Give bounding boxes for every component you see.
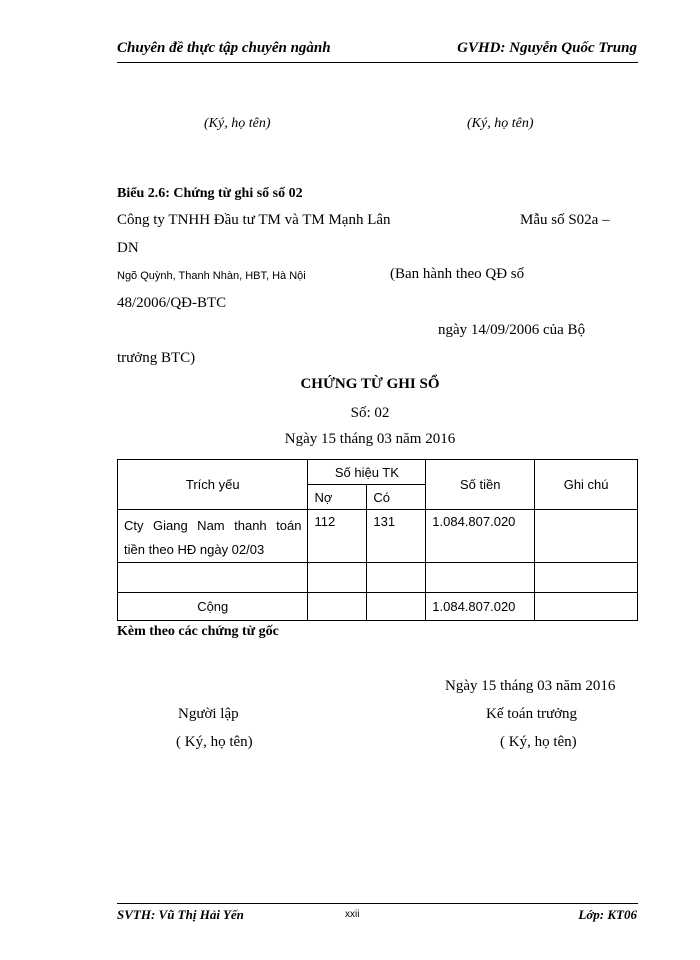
- sign-top-right: (Ký, họ tên): [467, 116, 534, 131]
- header-summary: Trích yếu: [118, 460, 308, 510]
- row-summary-line-1: Cty Giang Nam thanh toán: [124, 518, 302, 533]
- page-number: xxii: [345, 909, 360, 920]
- table-row-empty: [118, 563, 638, 593]
- voucher-title: CHỨNG TỪ GHI SỔ: [300, 376, 440, 392]
- footer-student: SVTH: Vũ Thị Hải Yến: [117, 907, 244, 922]
- table-row: [118, 510, 638, 563]
- header-credit: Có: [367, 485, 426, 510]
- decree-line-1: (Ban hành theo QĐ số: [390, 266, 525, 282]
- row-amount: 1.084.807.020: [426, 510, 535, 563]
- footer-class: Lớp: KT06: [578, 907, 637, 922]
- header-debit: Nợ: [308, 485, 367, 510]
- row-summary: [118, 510, 308, 563]
- chief-accountant-title: Kế toán trưởng: [486, 706, 578, 722]
- voucher-number: Số: 02: [350, 405, 390, 421]
- row-credit: 131: [367, 510, 426, 563]
- form-number-cont: DN: [117, 240, 139, 256]
- decree-line-4: trưởng BTC): [117, 350, 196, 366]
- sign-date: Ngày 15 tháng 03 năm 2016: [445, 678, 616, 694]
- header-title-left: Chuyên đề thực tập chuyên ngành: [117, 40, 331, 56]
- table-total-row: [118, 593, 638, 621]
- preparer-title: Người lập: [178, 706, 239, 722]
- voucher-date: Ngày 15 tháng 03 năm 2016: [284, 431, 456, 447]
- figure-caption: Biểu 2.6: Chứng từ ghi sổ số 02: [117, 186, 303, 201]
- row-summary-line-2: tiền theo HĐ ngày 02/03: [124, 542, 265, 557]
- row-note: [535, 510, 638, 563]
- company-name: Công ty TNHH Đầu tư TM và TM Mạnh Lân: [117, 212, 391, 228]
- row-debit: 112: [308, 510, 367, 563]
- form-number: Mẫu số S02a –: [520, 212, 610, 228]
- decree-line-2: 48/2006/QĐ-BTC: [117, 295, 227, 311]
- header-rule: [117, 62, 638, 63]
- footer-rule: [117, 903, 638, 904]
- header-account: Số hiệu TK: [308, 460, 426, 485]
- total-amount: 1.084.807.020: [426, 593, 535, 621]
- decree-line-3: ngày 14/09/2006 của Bộ: [438, 322, 586, 338]
- header-title-right: GVHD: Nguyễn Quốc Trung: [457, 40, 637, 56]
- header-note: Ghi chú: [535, 460, 638, 510]
- chief-accountant-sign: ( Ký, họ tên): [500, 734, 577, 750]
- attached-docs: Kèm theo các chứng từ gốc: [117, 624, 279, 639]
- company-address: Ngõ Quỳnh, Thanh Nhàn, HBT, Hà Nội: [117, 270, 306, 282]
- total-label: Cộng: [118, 593, 308, 621]
- sign-top-left: (Ký, họ tên): [204, 116, 271, 131]
- header-amount: Số tiền: [426, 460, 535, 510]
- preparer-sign: ( Ký, họ tên): [176, 734, 253, 750]
- voucher-table: [117, 459, 638, 621]
